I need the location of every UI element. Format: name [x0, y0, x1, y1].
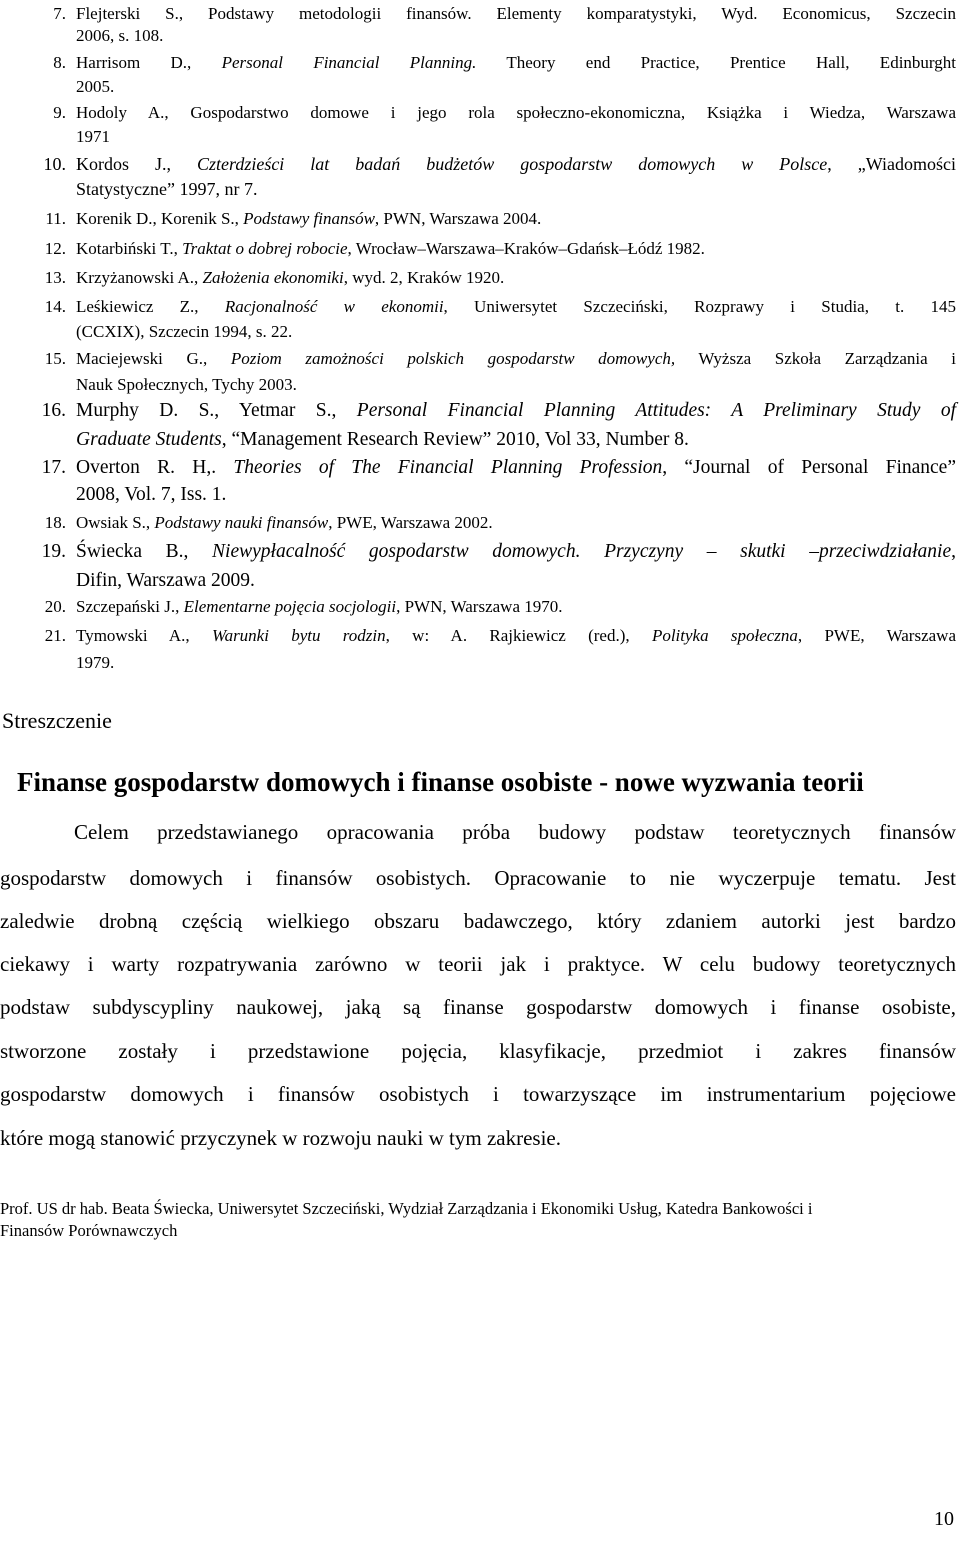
summary-line: zaledwie drobną częścią wielkiego obszaru badawczego, który zdaniem autorki jest bardzo	[0, 909, 956, 933]
reference-segment: Overton R. H,.	[76, 457, 234, 478]
reference-title-segment: Podstawy nauki finansów	[154, 513, 329, 532]
page-number: 10	[934, 1508, 954, 1530]
reference-title-segment: Theories of The Financial Planning Profession	[233, 457, 663, 478]
summary-title: Finanse gospodarstw domowych i finanse osobiste - nowe wyzwania teorii	[17, 767, 864, 797]
reference-line	[76, 322, 292, 342]
reference-segment: Wyższa Szkoła Zarządzania i	[675, 349, 956, 368]
reference-segment: (CCXIX), Szczecin 1994, s. 22.	[76, 322, 293, 341]
reference-number: 12.	[44, 239, 66, 258]
reference-title-segment: Założenia ekonomiki	[202, 268, 344, 287]
reference-segment: Difin, Warszawa 2009.	[76, 570, 255, 591]
summary-line: gospodarstw domowych i finansów osobistych. Opracowanie to nie wyczerpuje tematu. Jest	[0, 866, 956, 890]
reference-number: 11.	[45, 209, 66, 228]
reference-segment: , PWE, Warszawa 2002.	[328, 513, 493, 532]
reference-segment: Kordos J.,	[76, 154, 197, 174]
reference-line	[76, 570, 255, 592]
reference-segment: , w: A. Rajkiewicz (red.),	[385, 626, 652, 645]
reference-line	[76, 429, 689, 451]
reference-line	[76, 626, 956, 646]
reference-number: 18.	[44, 513, 66, 532]
reference-title-segment: Warunki bytu rodzin	[211, 626, 386, 645]
reference-title-segment: Graduate Students	[76, 429, 222, 450]
reference-segment: 2008, Vol. 7, Iss. 1.	[76, 484, 227, 505]
reference-segment: , PWE, Warszawa	[797, 626, 957, 645]
reference-title-segment: Traktat o dobrej robocie	[182, 239, 348, 258]
section-heading: Streszczenie	[2, 708, 112, 733]
reference-line	[76, 103, 956, 123]
reference-segment: Murphy D. S., Yetmar S.,	[76, 400, 357, 421]
reference-segment: Statystyczne” 1997, nr 7.	[76, 179, 258, 199]
reference-number: 19.	[41, 541, 66, 562]
reference-segment: Świecka B.,	[76, 541, 213, 562]
reference-line	[76, 53, 956, 73]
reference-line	[76, 127, 110, 147]
reference-title-segment: Elementarne pojęcia socjologii	[183, 597, 397, 616]
reference-line	[76, 513, 493, 533]
reference-line	[76, 400, 956, 422]
reference-title-segment: Personal Financial Planning Attitudes: A Preliminary Study of	[356, 400, 956, 421]
reference-title-segment: Polityka społeczna	[651, 626, 798, 645]
reference-segment: 1979.	[76, 653, 115, 672]
reference-number: 13.	[44, 268, 66, 287]
reference-segment: Hodoly A., Gospodarstwo domowe i jego rola społeczno-ekonomiczna, Książka i Wiedza, Warszawa	[76, 103, 956, 122]
reference-line	[76, 541, 956, 563]
reference-title-segment: Czterdzieści lat badań budżetów gospodarstw domowych w Polsce	[196, 154, 828, 174]
reference-number: 8.	[53, 53, 66, 72]
reference-line	[76, 179, 257, 200]
reference-segment: Korenik D., Korenik S.,	[76, 209, 244, 228]
reference-line	[76, 77, 114, 97]
reference-segment: Maciejewski G.,	[76, 349, 231, 368]
author-affiliation: Finansów Porównawczych	[0, 1221, 178, 1240]
reference-number: 15.	[44, 349, 66, 368]
reference-segment: 2006, s. 108.	[76, 26, 164, 45]
reference-number: 14.	[44, 297, 66, 316]
reference-number: 20.	[44, 597, 66, 616]
reference-number: 17.	[41, 457, 66, 478]
reference-segment: Leśkiewicz Z.,	[76, 297, 225, 316]
reference-segment: Kotarbiński T.,	[76, 239, 183, 258]
reference-title-segment: Personal Financial Planning.	[221, 53, 477, 72]
summary-line: Celem przedstawianego opracowania próba budowy podstaw teoretycznych finansów	[74, 820, 956, 844]
reference-title-segment: Niewypłacalność gospodarstw domowych. Przyczyny – skutki –przeciwdziałanie	[212, 541, 952, 562]
reference-number: 10.	[43, 154, 66, 174]
reference-segment: Krzyżanowski A.,	[76, 268, 203, 287]
reference-segment: , Wrocław–Warszawa–Kraków–Gdańsk–Łódź 1982.	[347, 239, 705, 258]
summary-line: które mogą stanowić przyczynek w rozwoju nauki w tym zakresie.	[0, 1126, 561, 1150]
summary-line: stworzone zostały i przedstawione pojęcia, klasyfikacje, przedmiot i zakres finansów	[0, 1039, 956, 1063]
reference-line	[76, 375, 297, 395]
summary-line: gospodarstw domowych i finansów osobistych i towarzyszące im instrumentarium pojęciowe	[0, 1082, 956, 1106]
reference-title-segment: Poziom zamożności polskich gospodarstw domowych,	[230, 349, 676, 368]
reference-segment: ,	[951, 541, 956, 562]
reference-title-segment: Podstawy finansów	[243, 209, 375, 228]
reference-number: 21.	[44, 626, 66, 645]
reference-line	[76, 349, 956, 369]
reference-segment: , “Management Research Review” 2010, Vol 33, Number 8.	[221, 429, 689, 450]
reference-segment: , “Journal of Personal Finance”	[662, 457, 956, 478]
reference-segment: 2005.	[76, 77, 115, 96]
reference-segment: , „Wiadomości	[827, 154, 956, 174]
reference-segment: , wyd. 2, Kraków 1920.	[343, 268, 505, 287]
reference-line	[76, 457, 956, 479]
reference-number: 9.	[53, 103, 66, 122]
reference-line	[76, 653, 114, 673]
reference-segment: Harrisom D.,	[76, 53, 222, 72]
reference-segment: , PWN, Warszawa 2004.	[374, 209, 542, 228]
reference-segment: 1971	[76, 127, 110, 146]
reference-line	[76, 239, 705, 259]
reference-line	[76, 297, 956, 317]
reference-line	[76, 597, 562, 617]
reference-segment: , PWN, Warszawa 1970.	[396, 597, 563, 616]
reference-number: 7.	[53, 4, 66, 23]
reference-segment: Owsiak S.,	[76, 513, 155, 532]
reference-segment: Flejterski S., Podstawy metodologii finansów. Elementy komparatystyki, Wyd. Economicus, Szczecin	[76, 4, 956, 23]
summary-line: ciekawy i warty rozpatrywania zarówno w teorii jak i praktyce. W celu budowy teoretycznych	[0, 952, 956, 976]
reference-title-segment: Racjonalność w ekonomii	[224, 297, 444, 316]
reference-line	[76, 209, 541, 229]
reference-line	[76, 4, 956, 24]
reference-segment: Nauk Społecznych, Tychy 2003.	[76, 375, 297, 394]
reference-line	[76, 484, 226, 506]
reference-segment: Tymowski A.,	[76, 626, 212, 645]
reference-number: 16.	[41, 400, 66, 421]
reference-line	[76, 268, 504, 288]
reference-segment: Szczepański J.,	[76, 597, 184, 616]
reference-segment: , Uniwersytet Szczeciński, Rozprawy i Studia, t. 145	[443, 297, 956, 316]
summary-line: podstaw subdyscypliny naukowej, jaką są finanse gospodarstw domowych i finanse osobiste,	[0, 995, 956, 1019]
reference-segment: Theory end Practice, Prentice Hall, Edinburght	[476, 53, 956, 72]
reference-line	[76, 154, 956, 175]
author-affiliation: Prof. US dr hab. Beata Świecka, Uniwersytet Szczeciński, Wydział Zarządzania i Ekonomiki Usług, Katedra Bankowości i	[0, 1199, 813, 1218]
reference-line	[76, 26, 163, 46]
